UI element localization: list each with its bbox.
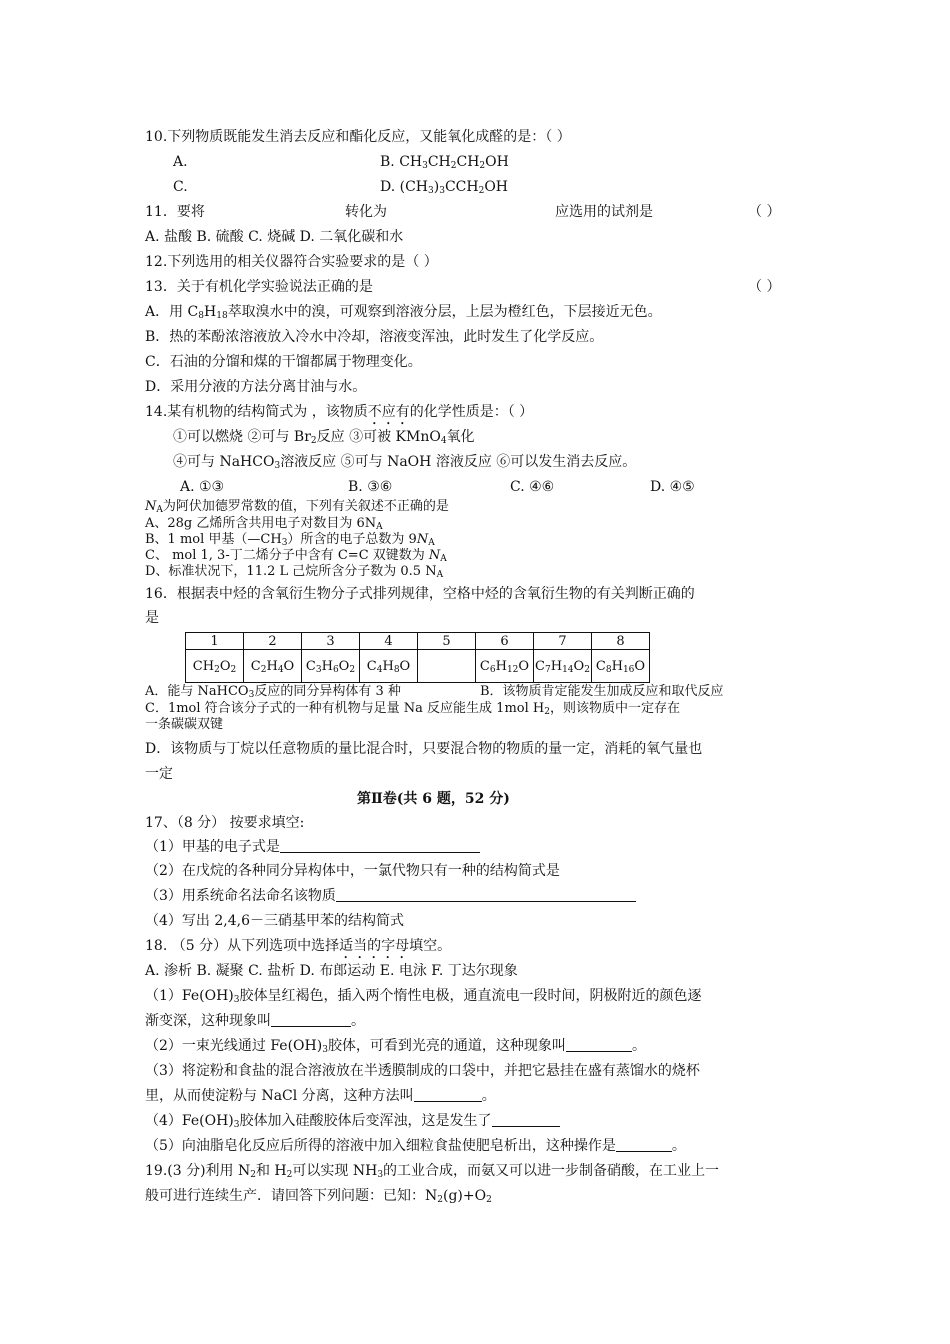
q18-part-2: （2）一束光线通过 $Fe(OH)_3$胶体，可看到光亮的通道，这种现象叫 。 [145,1038,646,1055]
q15-option-d: D、标准状况下，11.2 L 己烷所含分子数为 0.5 $N_A$ [145,564,444,580]
table-formula-cell-empty [418,650,476,683]
table-header-cell: 2 [244,633,302,650]
q13-option-b: B．热的苯酚浓溶液放入冷水中冷却，溶液变浑浊，此时发生了化学反应。 [145,329,604,345]
q15-option-a: A、28g 乙烯所含共用电子对数目为 $6N_A$ [145,516,383,532]
q18-part-1: $(1)Fe(OH)_3$胶体呈红褐色，插入两个惰性电极，通直流电一段时间，阴极附近的颜色逐 [145,988,702,1005]
q15-stem: $N_A$为阿伏加德罗常数的值，下列有关叙述不正确的是 [145,499,449,515]
q14-option-d: D. ④⑤ [650,479,695,495]
q18-part-3: （3）将淀粉和食盐的混合溶液放在半透膜制成的口袋中，并把它悬挂在盛有蒸馏水的烧杯 [145,1063,700,1079]
q11-stem-c: 应选用的试剂是 [555,204,653,220]
q14-option-b: B. ③⑥ [348,479,393,495]
q13-option-d: D．采用分液的方法分离甘油与水。 [145,379,367,395]
q16-stem-1: 16．根据表中烃的含氧衍生物分子式排列规律，空格中烃的含氧衍生物的有关判断正确的 [145,586,695,602]
q18-part-5: （5）向油脂皂化反应后所得的溶液中加入细粒食盐使肥皂析出，这种操作是 。 [145,1138,686,1154]
q11-options: A. 盐酸 B. 硫酸 C. 烧碱 D. 二氧化碳和水 [145,229,404,245]
q16-stem-2: 是 [145,610,159,626]
table-header-cell: 3 [302,633,360,650]
q17-part-2: （2）在戊烷的各种同分异构体中，一氯代物只有一种的结构简式是 [145,863,560,879]
q14-props-2: ④可与 NaHCO$_3$溶液反应 ⑤可与 NaOH 溶液反应 ⑥可以发生消去反应。 [173,454,637,471]
table-formula-cell: $C_7H_{14}O_2$ [534,650,592,683]
q16-option-a: A．能与 NaHCO$_3$反应的同分异构体有 3 种 [145,684,401,700]
q13-option-c: C．石油的分馏和煤的干馏都属于物理变化。 [145,354,422,370]
table-header-cell: 5 [418,633,476,650]
q17-part-1: （1）甲基的电子式是 [145,838,480,856]
q11-bracket: （ ） [748,204,781,220]
q11-stem-a: 11．要将 [145,204,205,220]
q14-option-c: C. ④⑥ [510,479,555,495]
q10-option-b: B. $CH_3CH_2CH_2OH$ [380,154,509,171]
q11-stem-b: 转化为 [345,204,387,220]
q16-option-c: C．1mol 符合该分子式的一种有机物与足量 Na 反应能生成 1mol $H_2$，则该物质中一定存在 [145,701,680,717]
q16-option-d-cont: 一定 [145,766,173,782]
table-formula-cell: $C_8H_{16}O$ [592,650,650,683]
q17-stem: 17、（8 分） 按要求填空: [145,815,305,831]
table-header-cell: 7 [534,633,592,650]
q18-options: A. 渗析 B. 凝聚 C. 盐析 D. 布郎运动 E. 电泳 F. 丁达尔现象 [145,963,518,979]
table-formula-cell: $C_4H_8O$ [360,650,418,683]
table-formula-cell: $C_6H_{12}O$ [476,650,534,683]
q13-option-a: A．用 $C_8H_{18}$萃取溴水中的溴，可观察到溶液分层，上层为橙红色，下层接近无色。 [145,304,662,321]
q18-part-1-cont: 渐变深，这种现象叫 。 [145,1013,365,1029]
table-header-cell: 1 [186,633,244,650]
q14-props-1: ①可以燃烧 ②可与 $Br_2$反应 ③可被 KMnO$_4$氧化 [173,429,475,446]
q17-part-3: （3）用系统命名法命名该物质 [145,887,636,905]
q16-option-b: B．该物质肯定能发生加成反应和取代反应 [480,684,724,699]
q10-option-a: A. [173,154,188,170]
table-formula-cell: $CH_2O_2$ [186,650,244,683]
q10-option-c: C. [173,179,188,195]
section-2-title: 第Ⅱ卷(共 6 题，52 分) [357,791,510,807]
q18-part-4: $(4)Fe(OH)_3$胶体加入硅酸胶体后变浑浊，这是发生了 [145,1112,560,1130]
q14-stem: 14.某有机物的结构简式为 ，该物质不应有的化学性质是：（ ） [145,404,534,420]
q10-stem: 10.下列物质既能发生消去反应和酯化反应，又能氧化成醛的是：（ ） [145,129,571,145]
q13-stem: 13．关于有机化学实验说法正确的是 [145,279,373,295]
q16-option-d: D．该物质与丁烷以任意物质的量比混合时，只要混合物的物质的量一定，消耗的氧气量也 [145,741,703,757]
formula-table [185,632,650,683]
table-header-cell: 4 [360,633,418,650]
q17-part-4: （4）写出 2,4,6－三硝基甲苯的结构简式 [145,913,404,929]
q19-line-1: 19.(3 分)利用 $N_2$和 $H_2$可以实现 $NH_3$的工业合成，而氨又可以进一步制备硝酸，在工业上一 [145,1163,720,1180]
q15-option-b: B、1 mol 甲基$(—CH_3)$所含的电子总数为 $9N_A$ [145,532,435,548]
table-formula-cell: $C_2H_4O$ [244,650,302,683]
table-header-cell: 6 [476,633,534,650]
q16-option-c-cont: 一条碳碳双键 [145,717,224,732]
q18-part-3-cont: 里，从而使淀粉与 NaCl 分离，这种方法叫 。 [145,1088,496,1104]
q15-option-c: C、 mol 1, 3-丁二烯分子中含有 C=C 双键数为 $N_A$ [145,548,447,564]
table-header-cell: 8 [592,633,650,650]
q13-bracket: （ ） [748,279,781,295]
q18-stem: 18. （5 分）从下列选项中选择适当的字母填空。 [145,938,452,954]
table-formula-cell: $C_3H_6O_2$ [302,650,360,683]
q14-option-a: A. ①③ [180,479,225,495]
q19-line-2: 般可进行连续生产．请回答下列问题：已知：$N_2(g)+O_2$ [145,1188,492,1205]
q10-option-d: D. $(CH_3)_3CCH_2OH$ [380,179,509,196]
q12-stem: 12.下列选用的相关仪器符合实验要求的是（ ） [145,254,438,270]
